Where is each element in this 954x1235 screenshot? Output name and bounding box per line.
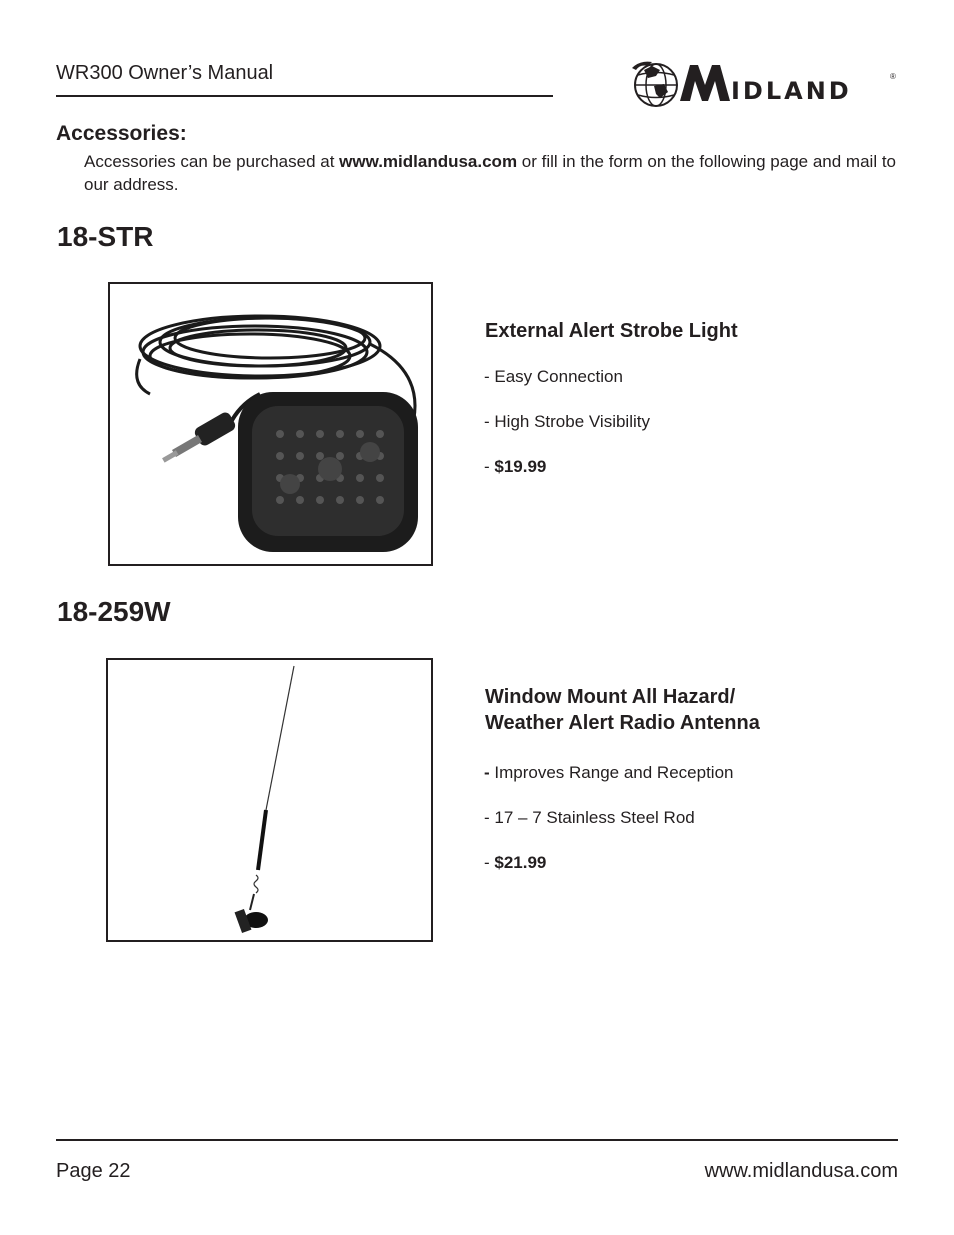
registered-mark: ® — [890, 72, 896, 81]
feature-dash: - — [484, 763, 490, 782]
page-number: Page 22 — [56, 1160, 131, 1182]
footer-website[interactable]: www.midlandusa.com — [704, 1160, 898, 1182]
feature-high-visibility: - High Strobe Visibility — [484, 412, 650, 431]
title-line-1: Window Mount All Hazard/ — [485, 686, 736, 708]
strobe-light-image — [110, 284, 431, 564]
header-divider — [56, 95, 553, 97]
model-number-18-str: 18-STR — [57, 221, 154, 252]
midland-logo — [630, 56, 898, 112]
intro-text-end: or fill in the form on the following page and mail to our address. — [84, 152, 896, 194]
website-link[interactable]: www.midlandusa.com — [339, 152, 518, 171]
product-title-antenna — [485, 684, 760, 736]
product-title-strobe: External Alert Strobe Light — [485, 320, 738, 342]
antenna-photo — [106, 658, 433, 942]
title-line-2: Weather Alert Radio Antenna — [485, 712, 760, 734]
globe-icon — [630, 56, 682, 112]
price-dash: - — [484, 457, 495, 476]
logo-m-letter — [680, 61, 730, 103]
model-number-18-259w: 18-259W — [57, 596, 171, 627]
footer-divider — [56, 1139, 898, 1141]
feature-easy-connection: - Easy Connection — [484, 367, 623, 386]
accessories-heading: Accessories: — [56, 122, 187, 145]
strobe-light-photo — [108, 282, 433, 566]
intro-text-start: Accessories can be purchased at — [84, 152, 340, 171]
logo-wordmark: IDLAND — [731, 77, 852, 105]
antenna-image — [108, 660, 431, 940]
accessories-intro — [84, 150, 904, 196]
feature-improves-range — [484, 763, 733, 783]
feature-text: Improves Range and Reception — [489, 763, 734, 782]
price-antenna — [484, 853, 546, 873]
price-value: $21.99 — [494, 853, 547, 872]
price-strobe — [484, 457, 546, 477]
price-dash: - — [484, 853, 495, 872]
manual-title: WR300 Owner’s Manual — [56, 62, 274, 84]
price-value: $19.99 — [494, 457, 547, 476]
feature-steel-rod: - 17 – 7 Stainless Steel Rod — [484, 808, 695, 827]
